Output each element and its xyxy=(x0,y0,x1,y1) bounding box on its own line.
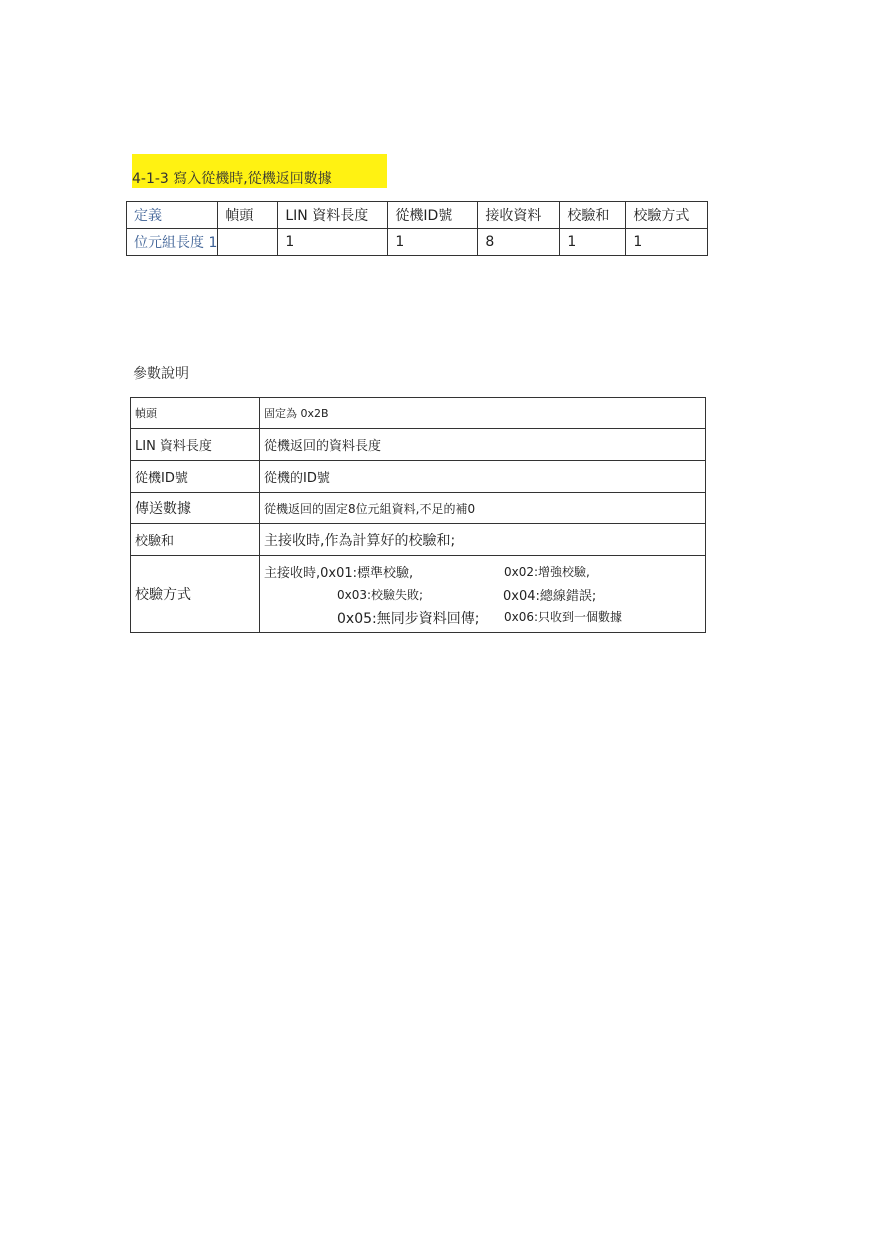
check-mode-line: 主接收時,0x01:標準校驗, xyxy=(264,566,414,581)
param-name: 傳送數據 xyxy=(131,493,260,524)
param-row xyxy=(131,429,706,461)
frame-header-row xyxy=(127,202,708,229)
header-cell-frame-head: 幀頭 xyxy=(218,202,278,229)
param-desc: 從機的ID號 xyxy=(260,461,706,493)
header-cell-lin-length: LIN 資料長度 xyxy=(278,202,388,229)
header-cell-check-mode: 校驗方式 xyxy=(626,202,708,229)
value-cell-frame-head xyxy=(218,229,278,256)
param-desc: 從機返回的固定8位元組資料,不足的補0 xyxy=(260,493,706,524)
param-name: LIN 資料長度 xyxy=(131,429,260,461)
param-desc: 主接收時,作為計算好的校驗和; xyxy=(260,524,706,556)
header-cell-definition: 定義 xyxy=(127,202,218,229)
param-name: 從機ID號 xyxy=(131,461,260,493)
param-desc: 從機返回的資料長度 xyxy=(260,429,706,461)
param-desc: 固定為 0x2B xyxy=(260,398,706,429)
param-row xyxy=(131,556,706,633)
param-row xyxy=(131,398,706,429)
param-row xyxy=(131,524,706,556)
param-row xyxy=(131,461,706,493)
value-cell-slave-id: 1 xyxy=(388,229,478,256)
section-heading xyxy=(132,154,387,188)
value-cell-receive-data: 8 xyxy=(478,229,560,256)
check-mode-desc xyxy=(260,556,706,633)
value-cell-lin-length: 1 xyxy=(278,229,388,256)
param-row xyxy=(131,493,706,524)
param-name: 校驗方式 xyxy=(131,556,260,633)
frame-format-table xyxy=(126,201,708,256)
param-name: 幀頭 xyxy=(131,398,260,429)
check-mode-line: 0x02:增強校驗, xyxy=(504,565,590,579)
value-cell-check-mode: 1 xyxy=(626,229,708,256)
header-cell-checksum: 校驗和 xyxy=(560,202,626,229)
value-cell-checksum: 1 xyxy=(560,229,626,256)
check-mode-line: 0x06:只收到一個數據 xyxy=(504,610,623,624)
value-cell-byte-length: 位元組長度 1 xyxy=(127,229,218,256)
header-cell-slave-id: 從機ID號 xyxy=(388,202,478,229)
check-mode-line: 0x05:無同步資料回傳; xyxy=(337,611,480,627)
param-title: 參數說明 xyxy=(133,366,189,382)
param-table xyxy=(130,397,706,633)
param-name: 校驗和 xyxy=(131,524,260,556)
check-mode-line: 0x03:校驗失敗; xyxy=(337,588,424,602)
section-heading-text: 4-1-3 寫入從機時,從機返回數據 xyxy=(132,171,332,187)
frame-value-row xyxy=(127,229,708,256)
header-cell-receive-data: 接收資料 xyxy=(478,202,560,229)
check-mode-line: 0x04:總線錯誤; xyxy=(503,589,597,604)
